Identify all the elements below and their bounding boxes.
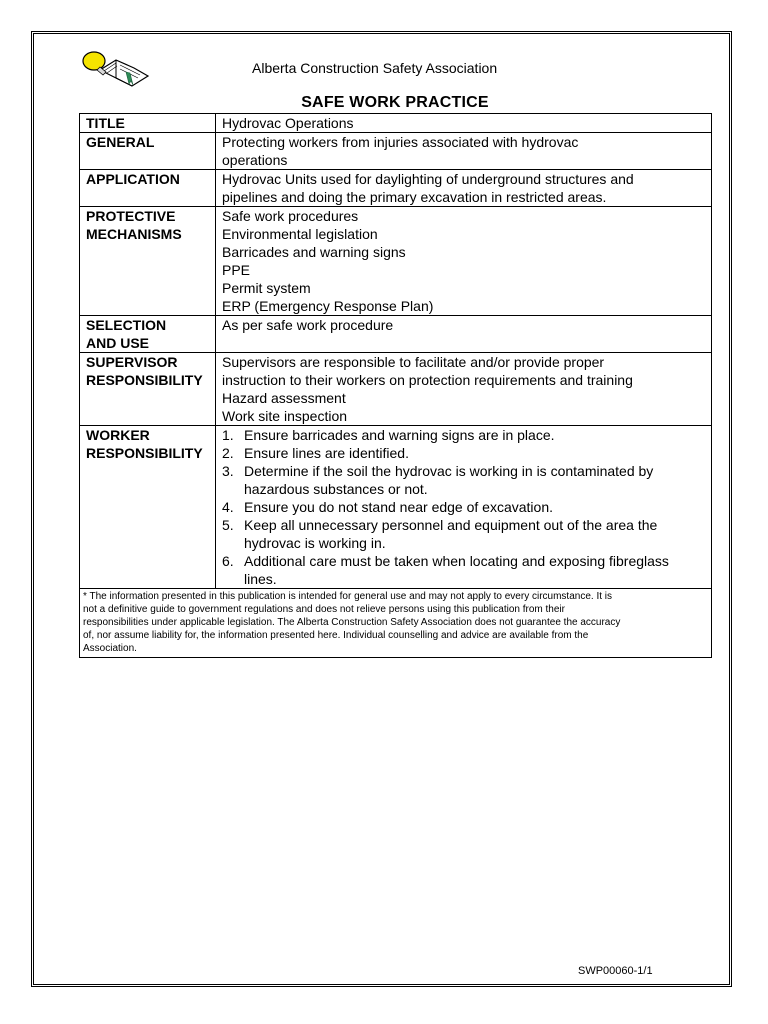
- list-item-number: 3.: [222, 463, 234, 479]
- label-line: RESPONSIBILITY: [86, 445, 203, 461]
- list-item-line: Keep all unnecessary personnel and equipment out of the area the: [244, 517, 658, 533]
- label-line: RESPONSIBILITY: [86, 372, 203, 388]
- list-item-number: 1.: [222, 427, 234, 443]
- label-line: MECHANISMS: [86, 226, 182, 242]
- list-item-line: lines.: [244, 571, 277, 587]
- list-item-line: Ensure you do not stand near edge of excavation.: [244, 499, 553, 515]
- row-label-protective-mechanisms: [80, 207, 216, 316]
- list-item-number: 2.: [222, 445, 234, 461]
- worker-responsibility-list: [222, 426, 705, 588]
- label-line: SELECTION: [86, 317, 167, 333]
- protective-item: Environmental legislation: [222, 226, 378, 242]
- disclaimer-line: * The information presented in this publication is intended for general use and may not apply to every circumstance. It is: [83, 591, 612, 602]
- row-value-general: [216, 133, 712, 170]
- protective-item: Safe work procedures: [222, 208, 359, 224]
- disclaimer-line: not a definitive guide to government regulations and does not relieve persons using this publication from their: [83, 604, 565, 615]
- supervisor-line: Hazard assessment: [222, 390, 346, 406]
- list-item-line: Ensure lines are identified.: [244, 445, 409, 461]
- list-item-line: Determine if the soil the hydrovac is working in is contaminated by: [244, 463, 654, 479]
- list-item-line: hazardous substances or not.: [244, 481, 428, 497]
- row-value-supervisor-responsibility: [216, 353, 712, 426]
- list-item: [222, 552, 705, 588]
- row-label-worker-responsibility: [80, 426, 216, 589]
- list-item-number: 4.: [222, 499, 234, 515]
- table-row-general: [80, 133, 712, 170]
- disclaimer-line: of, nor assume liability for, the information presented here. Individual counselling and advice are available from the: [83, 630, 589, 641]
- list-item: [222, 426, 705, 444]
- list-item-number: 6.: [222, 553, 234, 569]
- list-item: [222, 444, 705, 462]
- row-value-application: [216, 170, 712, 207]
- protective-item: PPE: [222, 262, 251, 278]
- general-line: Protecting workers from injuries associated with hydrovac: [222, 134, 579, 150]
- application-line: Hydrovac Units used for daylighting of underground structures and: [222, 171, 634, 187]
- label-line: SUPERVISOR: [86, 354, 178, 370]
- list-item: [222, 516, 705, 552]
- list-item: [222, 498, 705, 516]
- table-row-title: [80, 114, 712, 133]
- table-row-worker-responsibility: [80, 426, 712, 589]
- disclaimer-line: responsibilities under applicable legislation. The Alberta Construction Safety Association does not guarantee the accuracy: [83, 617, 621, 628]
- supervisor-line: Work site inspection: [222, 408, 348, 424]
- protective-item: ERP (Emergency Response Plan): [222, 298, 434, 314]
- label-line: PROTECTIVE: [86, 208, 176, 224]
- table-row-application: [80, 170, 712, 207]
- row-value-title: Hydrovac Operations: [216, 114, 712, 133]
- label-line: AND USE: [86, 335, 150, 351]
- table-row-selection-and-use: [80, 316, 712, 353]
- label-line: WORKER: [86, 427, 150, 443]
- list-item: [222, 462, 705, 498]
- organization-name: Alberta Construction Safety Association: [252, 60, 498, 76]
- disclaimer: [80, 589, 712, 658]
- book-lightbulb-logo: [80, 48, 150, 88]
- document-title: SAFE WORK PRACTICE: [301, 94, 489, 111]
- table-row-protective-mechanisms: [80, 207, 712, 316]
- supervisor-line: instruction to their workers on protection requirements and training: [222, 372, 633, 388]
- list-item-line: Ensure barricades and warning signs are in place.: [244, 427, 555, 443]
- row-label-supervisor-responsibility: [80, 353, 216, 426]
- document-code: SWP00060-1/1: [578, 965, 653, 977]
- row-label-selection-and-use: [80, 316, 216, 353]
- general-line: operations: [222, 152, 288, 168]
- list-item-line: Additional care must be taken when locating and exposing fibreglass: [244, 553, 669, 569]
- row-label-title: TITLE: [80, 114, 216, 133]
- row-label-general: GENERAL: [80, 133, 216, 170]
- row-label-application: APPLICATION: [80, 170, 216, 207]
- row-value-worker-responsibility: [216, 426, 712, 589]
- disclaimer-line: Association.: [83, 643, 137, 654]
- protective-item: Barricades and warning signs: [222, 244, 406, 260]
- supervisor-line: Supervisors are responsible to facilitate and/or provide proper: [222, 354, 605, 370]
- row-value-protective-mechanisms: [216, 207, 712, 316]
- protective-item: Permit system: [222, 280, 311, 296]
- table-row-disclaimer: [80, 589, 712, 658]
- table-row-supervisor-responsibility: [80, 353, 712, 426]
- safe-work-practice-table: [79, 113, 712, 658]
- list-item-line: hydrovac is working in.: [244, 535, 386, 551]
- list-item-number: 5.: [222, 517, 234, 533]
- application-line: pipelines and doing the primary excavation in restricted areas.: [222, 189, 607, 205]
- row-value-selection-and-use: As per safe work procedure: [216, 316, 712, 353]
